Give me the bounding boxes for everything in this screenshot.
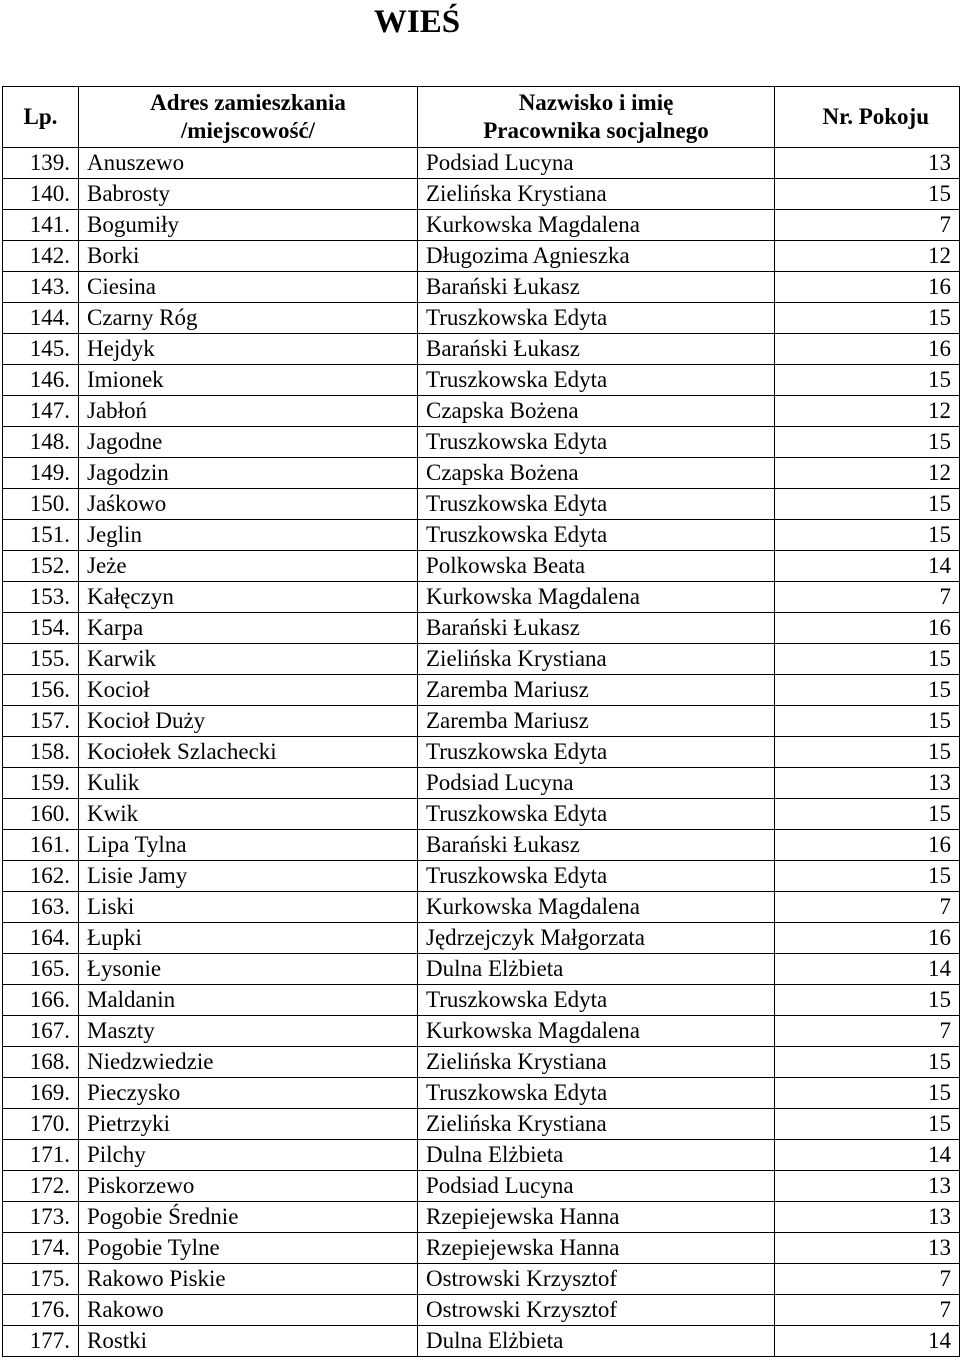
row-room: 15 (775, 1109, 960, 1140)
row-address: Pieczysko (79, 1078, 418, 1109)
row-worker: Truszkowska Edyta (418, 303, 775, 334)
row-worker: Barański Łukasz (418, 830, 775, 861)
row-worker: Truszkowska Edyta (418, 427, 775, 458)
table-row (3, 1264, 960, 1295)
row-worker: Truszkowska Edyta (418, 737, 775, 768)
row-number: 163. (3, 892, 79, 923)
row-worker: Ostrowski Krzysztof (418, 1264, 775, 1295)
table-row (3, 954, 960, 985)
row-number: 161. (3, 830, 79, 861)
row-worker: Długozima Agnieszka (418, 241, 775, 272)
row-room: 15 (775, 179, 960, 210)
row-number: 165. (3, 954, 79, 985)
row-room: 16 (775, 923, 960, 954)
row-number: 173. (3, 1202, 79, 1233)
row-worker: Truszkowska Edyta (418, 861, 775, 892)
table-row (3, 1233, 960, 1264)
row-room: 15 (775, 520, 960, 551)
table-row (3, 1295, 960, 1326)
row-number: 155. (3, 644, 79, 675)
row-number: 146. (3, 365, 79, 396)
row-address: Czarny Róg (79, 303, 418, 334)
row-address: Karwik (79, 644, 418, 675)
table-row (3, 582, 960, 613)
row-room: 12 (775, 458, 960, 489)
row-number: 142. (3, 241, 79, 272)
row-worker: Podsiad Lucyna (418, 768, 775, 799)
table-row (3, 427, 960, 458)
row-room: 15 (775, 427, 960, 458)
row-number: 167. (3, 1016, 79, 1047)
row-worker: Dulna Elżbieta (418, 1326, 775, 1357)
table-row (3, 148, 960, 179)
table-row (3, 1078, 960, 1109)
table-row (3, 799, 960, 830)
row-room: 16 (775, 613, 960, 644)
row-worker: Zielińska Krystiana (418, 1109, 775, 1140)
row-address: Liski (79, 892, 418, 923)
row-room: 13 (775, 1233, 960, 1264)
row-address: Jagodzin (79, 458, 418, 489)
row-number: 144. (3, 303, 79, 334)
header-worker (418, 87, 775, 148)
row-room: 14 (775, 551, 960, 582)
row-address: Karpa (79, 613, 418, 644)
row-address: Bogumiły (79, 210, 418, 241)
row-room: 13 (775, 1202, 960, 1233)
table-row (3, 1202, 960, 1233)
table-row (3, 179, 960, 210)
table-row (3, 1109, 960, 1140)
row-room: 13 (775, 768, 960, 799)
row-address: Rostki (79, 1326, 418, 1357)
row-room: 7 (775, 1016, 960, 1047)
row-worker: Polkowska Beata (418, 551, 775, 582)
row-address: Kocioł (79, 675, 418, 706)
row-room: 7 (775, 892, 960, 923)
table-row (3, 396, 960, 427)
row-room: 14 (775, 954, 960, 985)
row-worker: Kurkowska Magdalena (418, 1016, 775, 1047)
table-row (3, 706, 960, 737)
row-number: 159. (3, 768, 79, 799)
row-address: Kocioł Duży (79, 706, 418, 737)
table-row (3, 551, 960, 582)
row-worker: Ostrowski Krzysztof (418, 1295, 775, 1326)
row-room: 15 (775, 799, 960, 830)
row-number: 151. (3, 520, 79, 551)
row-worker: Kurkowska Magdalena (418, 582, 775, 613)
row-number: 149. (3, 458, 79, 489)
table-row (3, 675, 960, 706)
row-address: Lisie Jamy (79, 861, 418, 892)
row-number: 177. (3, 1326, 79, 1357)
row-worker: Podsiad Lucyna (418, 148, 775, 179)
row-room: 15 (775, 675, 960, 706)
row-number: 170. (3, 1109, 79, 1140)
row-room: 14 (775, 1140, 960, 1171)
row-worker: Truszkowska Edyta (418, 520, 775, 551)
row-worker: Zielińska Krystiana (418, 1047, 775, 1078)
row-address: Maszty (79, 1016, 418, 1047)
row-worker: Truszkowska Edyta (418, 1078, 775, 1109)
table-row (3, 210, 960, 241)
row-worker: Rzepiejewska Hanna (418, 1233, 775, 1264)
row-room: 15 (775, 706, 960, 737)
row-room: 15 (775, 861, 960, 892)
row-worker: Truszkowska Edyta (418, 985, 775, 1016)
row-worker: Jędrzejczyk Małgorzata (418, 923, 775, 954)
row-address: Imionek (79, 365, 418, 396)
table-row (3, 613, 960, 644)
row-address: Kwik (79, 799, 418, 830)
row-worker: Zielińska Krystiana (418, 179, 775, 210)
row-address: Pogobie Tylne (79, 1233, 418, 1264)
row-address: Jeże (79, 551, 418, 582)
table-row (3, 644, 960, 675)
row-number: 145. (3, 334, 79, 365)
table-row (3, 365, 960, 396)
row-room: 15 (775, 1047, 960, 1078)
row-number: 174. (3, 1233, 79, 1264)
row-room: 7 (775, 582, 960, 613)
row-number: 147. (3, 396, 79, 427)
row-address: Kałęczyn (79, 582, 418, 613)
table-row (3, 489, 960, 520)
row-room: 7 (775, 1264, 960, 1295)
row-worker: Dulna Elżbieta (418, 954, 775, 985)
row-room: 15 (775, 489, 960, 520)
header-lp (3, 87, 79, 148)
row-address: Babrosty (79, 179, 418, 210)
row-address: Lipa Tylna (79, 830, 418, 861)
row-room: 15 (775, 303, 960, 334)
row-address: Pietrzyki (79, 1109, 418, 1140)
row-number: 171. (3, 1140, 79, 1171)
row-address: Hejdyk (79, 334, 418, 365)
row-room: 12 (775, 396, 960, 427)
row-number: 169. (3, 1078, 79, 1109)
row-address: Rakowo (79, 1295, 418, 1326)
row-number: 168. (3, 1047, 79, 1078)
social-workers-table (2, 86, 960, 1357)
row-worker: Barański Łukasz (418, 613, 775, 644)
row-address: Jeglin (79, 520, 418, 551)
table-row (3, 923, 960, 954)
table-row (3, 892, 960, 923)
header-row (3, 87, 960, 148)
row-worker: Podsiad Lucyna (418, 1171, 775, 1202)
row-address: Łupki (79, 923, 418, 954)
row-room: 7 (775, 1295, 960, 1326)
row-room: 15 (775, 365, 960, 396)
header-lp-label: Lp. (23, 104, 58, 129)
table-row (3, 458, 960, 489)
row-address: Ciesina (79, 272, 418, 303)
row-number: 148. (3, 427, 79, 458)
row-address: Niedzwiedzie (79, 1047, 418, 1078)
table-header (3, 87, 960, 148)
table-row (3, 303, 960, 334)
table-row (3, 985, 960, 1016)
row-number: 152. (3, 551, 79, 582)
header-room (775, 87, 960, 148)
table-row (3, 768, 960, 799)
row-worker: Czapska Bożena (418, 396, 775, 427)
row-number: 139. (3, 148, 79, 179)
header-address (79, 87, 418, 148)
table-row (3, 1047, 960, 1078)
row-address: Anuszewo (79, 148, 418, 179)
row-worker: Zaremba Mariusz (418, 706, 775, 737)
table-body (3, 148, 960, 1357)
row-room: 12 (775, 241, 960, 272)
row-number: 172. (3, 1171, 79, 1202)
row-worker: Truszkowska Edyta (418, 489, 775, 520)
table-row (3, 520, 960, 551)
row-address: Rakowo Piskie (79, 1264, 418, 1295)
row-number: 160. (3, 799, 79, 830)
table-row (3, 1171, 960, 1202)
row-worker: Dulna Elżbieta (418, 1140, 775, 1171)
row-number: 175. (3, 1264, 79, 1295)
row-room: 15 (775, 737, 960, 768)
table-row (3, 334, 960, 365)
row-room: 15 (775, 1078, 960, 1109)
row-worker: Zielińska Krystiana (418, 644, 775, 675)
row-number: 176. (3, 1295, 79, 1326)
row-worker: Zaremba Mariusz (418, 675, 775, 706)
row-number: 153. (3, 582, 79, 613)
row-room: 16 (775, 830, 960, 861)
row-address: Pilchy (79, 1140, 418, 1171)
row-room: 16 (775, 334, 960, 365)
row-number: 140. (3, 179, 79, 210)
row-room: 15 (775, 644, 960, 675)
row-number: 158. (3, 737, 79, 768)
row-number: 143. (3, 272, 79, 303)
row-number: 154. (3, 613, 79, 644)
row-room: 13 (775, 1171, 960, 1202)
row-number: 156. (3, 675, 79, 706)
table-row (3, 737, 960, 768)
row-worker: Kurkowska Magdalena (418, 892, 775, 923)
row-number: 141. (3, 210, 79, 241)
table-row (3, 1016, 960, 1047)
row-number: 157. (3, 706, 79, 737)
row-number: 150. (3, 489, 79, 520)
header-room-label: Nr. Pokoju (822, 104, 929, 129)
row-address: Piskorzewo (79, 1171, 418, 1202)
header-address-line1: Adres zamieszkania (150, 90, 346, 115)
row-address: Kulik (79, 768, 418, 799)
header-worker-line1: Nazwisko i imię (518, 90, 674, 115)
row-number: 164. (3, 923, 79, 954)
row-worker: Truszkowska Edyta (418, 365, 775, 396)
row-room: 15 (775, 985, 960, 1016)
row-worker: Czapska Bożena (418, 458, 775, 489)
table-row (3, 241, 960, 272)
table-row (3, 830, 960, 861)
row-room: 16 (775, 272, 960, 303)
header-worker-line2: Pracownika socjalnego (483, 118, 709, 143)
row-worker: Truszkowska Edyta (418, 799, 775, 830)
row-address: Maldanin (79, 985, 418, 1016)
row-address: Jaśkowo (79, 489, 418, 520)
page-title: WIEŚ (373, 4, 461, 40)
row-number: 166. (3, 985, 79, 1016)
row-number: 162. (3, 861, 79, 892)
row-worker: Rzepiejewska Hanna (418, 1202, 775, 1233)
row-address: Łysonie (79, 954, 418, 985)
row-worker: Kurkowska Magdalena (418, 210, 775, 241)
row-worker: Barański Łukasz (418, 334, 775, 365)
row-address: Jagodne (79, 427, 418, 458)
table-row (3, 861, 960, 892)
row-room: 7 (775, 210, 960, 241)
table-row (3, 272, 960, 303)
row-room: 14 (775, 1326, 960, 1357)
row-room: 13 (775, 148, 960, 179)
table-row (3, 1326, 960, 1357)
row-address: Pogobie Średnie (79, 1202, 418, 1233)
row-worker: Barański Łukasz (418, 272, 775, 303)
row-address: Jabłoń (79, 396, 418, 427)
row-address: Kociołek Szlachecki (79, 737, 418, 768)
table-row (3, 1140, 960, 1171)
header-address-line2: /miejscowość/ (180, 118, 316, 143)
row-address: Borki (79, 241, 418, 272)
